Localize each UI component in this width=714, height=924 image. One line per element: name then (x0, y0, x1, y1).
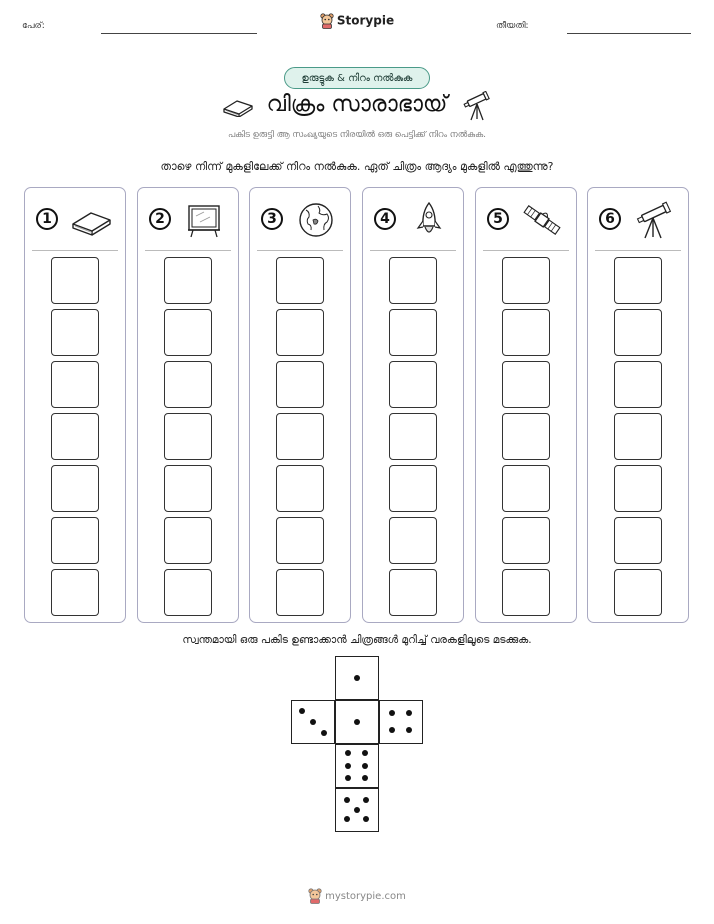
footer-url: mystorypie.com (325, 891, 406, 902)
color-box[interactable] (276, 569, 324, 616)
column-divider (257, 250, 343, 251)
color-box[interactable] (164, 309, 212, 356)
dice-pip (321, 730, 327, 736)
color-box[interactable] (164, 413, 212, 460)
color-box[interactable] (276, 361, 324, 408)
color-box[interactable] (164, 569, 212, 616)
color-box[interactable] (51, 257, 99, 304)
column-1 (24, 187, 126, 623)
dice-pip (344, 797, 350, 803)
color-box[interactable] (389, 413, 437, 460)
color-box[interactable] (276, 465, 324, 512)
color-box[interactable] (389, 361, 437, 408)
dice-pip (363, 816, 369, 822)
color-box[interactable] (276, 413, 324, 460)
brand-name: Storypie (336, 13, 395, 28)
color-box[interactable] (164, 257, 212, 304)
color-box[interactable] (502, 517, 550, 564)
color-box[interactable] (614, 517, 662, 564)
dice-pip (345, 763, 351, 769)
column-2 (137, 187, 239, 623)
dice-pip (389, 710, 395, 716)
column-divider (595, 250, 681, 251)
color-box[interactable] (276, 257, 324, 304)
column-divider (32, 250, 118, 251)
globe-icon (294, 200, 338, 240)
column-6 (587, 187, 689, 623)
color-box[interactable] (502, 257, 550, 304)
date-line[interactable] (567, 33, 691, 34)
color-box[interactable] (614, 309, 662, 356)
dice-pip (406, 727, 412, 733)
color-box[interactable] (614, 569, 662, 616)
storypie-mascot-icon (320, 13, 334, 29)
color-box[interactable] (502, 569, 550, 616)
color-box[interactable] (51, 517, 99, 564)
color-box[interactable] (51, 361, 99, 408)
brand-logo (0, 13, 714, 29)
color-box[interactable] (614, 257, 662, 304)
column-number: 2 (149, 208, 171, 230)
color-box[interactable] (51, 309, 99, 356)
dice-pip (344, 816, 350, 822)
color-box[interactable] (164, 361, 212, 408)
dice-pip (354, 719, 360, 725)
page-title: വിക്രം സാരാഭായ് (266, 92, 448, 117)
chalkboard-icon (182, 200, 226, 240)
footer (0, 888, 714, 904)
dice-pip (354, 675, 360, 681)
column-divider (370, 250, 456, 251)
book-icon (69, 200, 113, 240)
column-5 (475, 187, 577, 623)
dice-pip (345, 750, 351, 756)
dice-face-4 (379, 700, 423, 744)
dice-pip (354, 807, 360, 813)
storypie-mascot-icon (308, 888, 322, 904)
dice-face-1 (335, 656, 379, 700)
column-number: 1 (36, 208, 58, 230)
color-box[interactable] (389, 569, 437, 616)
color-box[interactable] (51, 413, 99, 460)
column-number: 6 (599, 208, 621, 230)
name-label: പേര്: (22, 21, 45, 31)
dice-pip (299, 708, 305, 714)
color-box[interactable] (614, 413, 662, 460)
rocket-icon (407, 200, 451, 240)
color-box[interactable] (276, 309, 324, 356)
dice-pip (362, 750, 368, 756)
column-number: 4 (374, 208, 396, 230)
column-number: 5 (487, 208, 509, 230)
color-box[interactable] (389, 517, 437, 564)
name-line[interactable] (101, 33, 257, 34)
column-divider (145, 250, 231, 251)
color-box[interactable] (51, 465, 99, 512)
dice-pip (363, 797, 369, 803)
color-box[interactable] (276, 517, 324, 564)
dice-face-3 (291, 700, 335, 744)
subtitle: പകിട ഉരുട്ടി ആ സംഖ്യയുടെ നിരയിൽ ഒരു പെട്ടിക്ക് നിറം നൽകുക. (228, 130, 486, 140)
dice-face-1 (335, 700, 379, 744)
telescope-icon (462, 91, 492, 121)
dice-pip (362, 775, 368, 781)
color-box[interactable] (389, 309, 437, 356)
color-box[interactable] (502, 413, 550, 460)
dice-face-5 (335, 788, 379, 832)
dice-pip (389, 727, 395, 733)
activity-badge: ഉരുട്ടുക & നിറം നൽകുക (284, 67, 430, 89)
color-box[interactable] (502, 361, 550, 408)
column-4 (362, 187, 464, 623)
color-box[interactable] (389, 465, 437, 512)
color-box[interactable] (502, 309, 550, 356)
color-box[interactable] (164, 465, 212, 512)
telescope-icon (632, 200, 676, 240)
coloring-instruction: താഴെ നിന്ന് മുകളിലേക്ക് നിറം നൽകുക. ഏത് ചിത്രം ആദ്യം മുകളിൽ എത്തുന്നു? (160, 160, 554, 173)
dice-instruction: സ്വന്തമായി ഒരു പകിട ഉണ്ടാക്കാൻ ചിത്രങ്ങൾ മുറിച്ച് വരകളിലൂടെ മടക്കുക. (182, 634, 532, 646)
dice-pip (406, 710, 412, 716)
dice-pip (362, 763, 368, 769)
column-number: 3 (261, 208, 283, 230)
column-3 (249, 187, 351, 623)
color-box[interactable] (389, 257, 437, 304)
date-label: തീയതി: (496, 21, 529, 31)
color-box[interactable] (502, 465, 550, 512)
satellite-icon (520, 200, 564, 240)
color-box[interactable] (51, 569, 99, 616)
color-box[interactable] (614, 361, 662, 408)
dice-pip (310, 719, 316, 725)
dice-pip (345, 775, 351, 781)
dice-face-6 (335, 744, 379, 788)
color-box[interactable] (614, 465, 662, 512)
column-divider (483, 250, 569, 251)
color-box[interactable] (164, 517, 212, 564)
